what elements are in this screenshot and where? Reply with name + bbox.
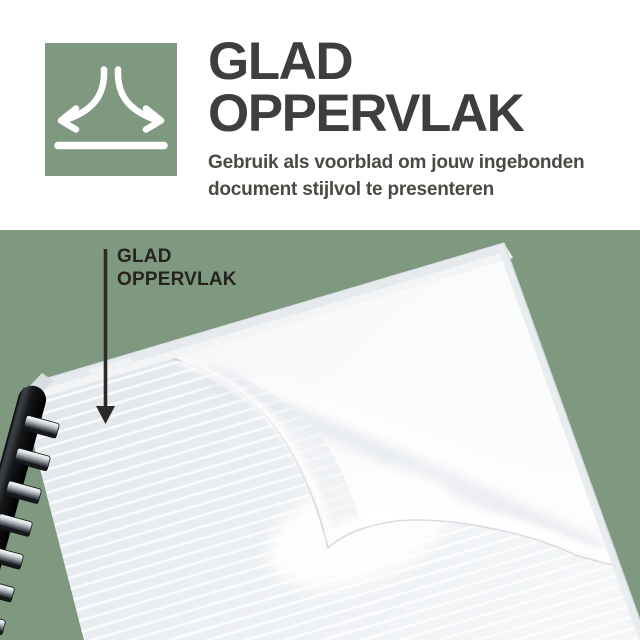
header-section bbox=[0, 0, 640, 230]
smooth-surface-icon bbox=[45, 43, 177, 176]
feature-subtitle bbox=[208, 149, 584, 203]
smooth-surface-glyph bbox=[45, 43, 177, 176]
annotation-arrow bbox=[0, 230, 640, 640]
photo-section bbox=[0, 230, 640, 640]
feature-subtitle-line1: Gebruik als voorblad om jouw ingebonden bbox=[208, 152, 585, 173]
feature-subtitle-line2: document stijlvol te presenteren bbox=[208, 179, 495, 200]
feature-title-line1: GLAD bbox=[208, 32, 353, 91]
annotation-label-line1: GLAD bbox=[117, 246, 172, 267]
feature-title-line2: OPPERVLAK bbox=[208, 84, 524, 143]
annotation-label-line2: OPPERVLAK bbox=[117, 268, 237, 290]
down-arrow-icon bbox=[96, 406, 115, 424]
annotation-label bbox=[117, 246, 237, 291]
feature-title bbox=[208, 32, 524, 143]
